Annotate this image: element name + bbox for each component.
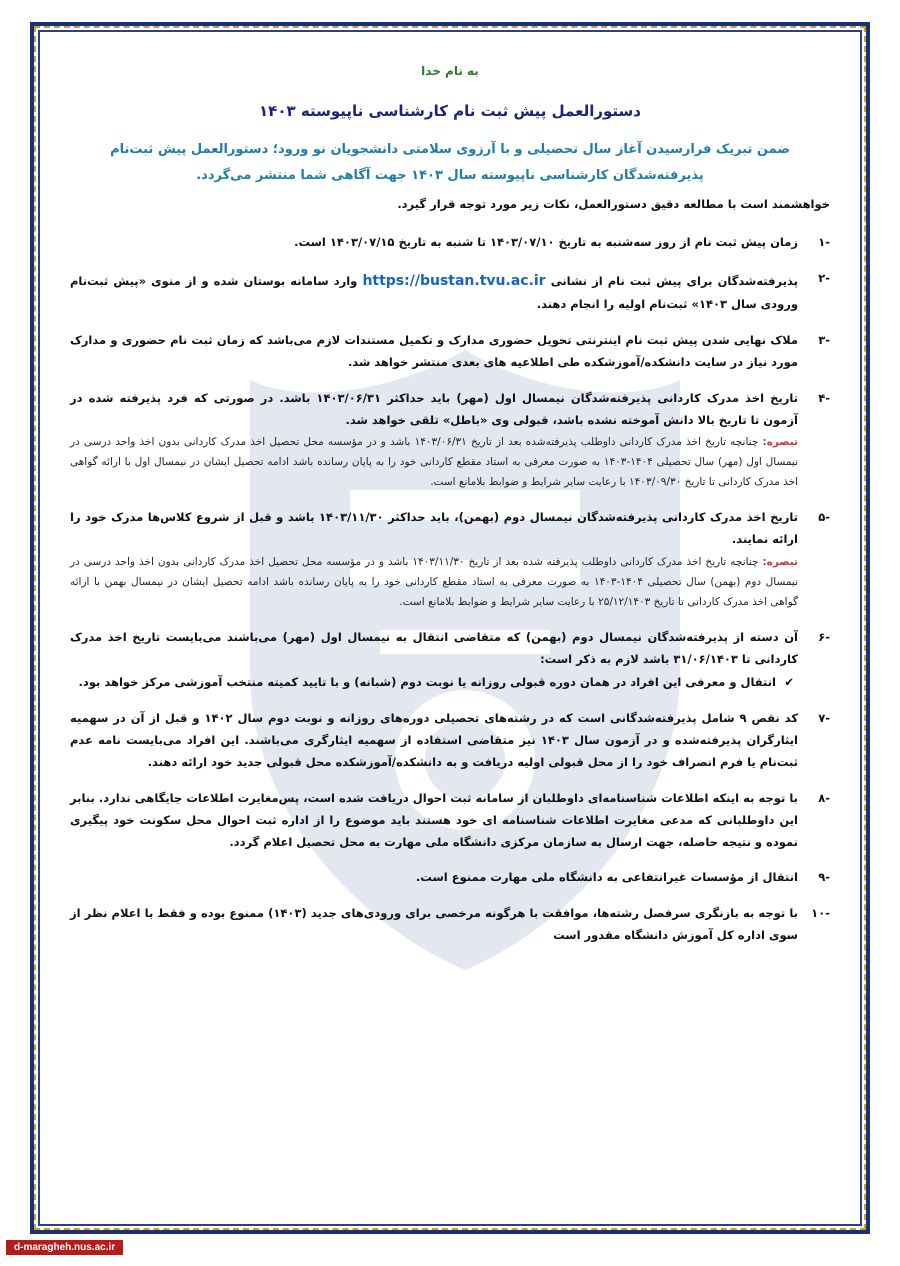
intro-paragraph: ضمن تبریک فرارسیدن آغاز سال تحصیلی و با آرزوی سلامتی دانشجویان نو ورود؛ دستورالعمل پیش ثبت‌نام پذیرفته‌شدگان کارشناسی ناپیوسته سال ۱۴۰۳ جهت آگاهی شما منتشر می‌گردد. — [110, 142, 790, 183]
item-note — [70, 553, 798, 613]
document-content — [70, 60, 830, 961]
list-item — [70, 627, 830, 695]
item-number: -۷ — [818, 711, 830, 726]
note-text: چنانچه تاریخ اخذ مدرک کاردانی داوطلب پذیرفته شده بعد از تاریخ ۱۴۰۳/۱۱/۳۰ باشد و در مؤسسه محل تحصیل اخذ مدرک کاردانی بدون اخذ واحد درسی در نیمسال دوم (بهمن) سال تحصیلی ۱۴۰۴-۱۴۰۳ به صورت معرفی به استاد مقطع کاردانی خود را به پایان رسانده باشد ادامه تحصیل ایشان در نیمسال بهمن با ارائه گواهی اخذ مدرک کاردانی تا تاریخ ۲۵/۱۲/۱۴۰۳ با رعایت سایر شرایط و ضوابط بلامانع است. — [70, 555, 798, 608]
site-url-badge[interactable]: d-maragheh.nus.ac.ir — [6, 1240, 123, 1255]
item-note — [70, 433, 798, 493]
bustan-link[interactable]: https://bustan.tvu.ac.ir — [362, 272, 546, 289]
list-item — [70, 507, 830, 613]
item-body — [70, 507, 798, 613]
checklist-item — [70, 672, 798, 694]
note-text: چنانچه تاریخ اخذ مدرک کاردانی داوطلب پذیرفته‌شده بعد از تاریخ ۱۴۰۳/۰۶/۳۱ باشد و در مؤسسه محل تحصیل اخذ مدرک کاردانی بدون اخذ واحد درسی در نیمسال اول (مهر) سال تحصیلی ۱۴۰۴-۱۴۰۳ به صورت معرفی به استاد مقطع کاردانی خود را به پایان رسانده باشد ادامه تحصیل ایشان در نیمسال اول با ارائه گواهی اخذ مدرک کاردانی تا تاریخ ۱۴۰۳/۰۹/۳۰ با رعایت سایر شرایط و ضوابط بلامانع است. — [70, 436, 798, 489]
item-text-before: پذیرفته‌شدگان برای پیش ثبت نام از نشانی — [550, 273, 798, 288]
list-item — [70, 232, 830, 254]
list-item — [70, 903, 830, 947]
item-number: -۱۰ — [811, 906, 830, 921]
list-item — [70, 268, 830, 316]
page-title: دستورالعمل پیش ثبت نام کارشناسی ناپیوسته ۱۴۰۳ — [259, 101, 641, 120]
request-paragraph: خواهشمند است با مطالعه دقیق دستورالعمل، نکات زیر مورد توجه قرار گیرد. — [397, 196, 830, 211]
item-text-after: وارد سامانه بوستان شده و از منوی «پیش ثبت‌نام ورودی سال ۱۴۰۳» ثبت‌نام اولیه را انجام دهند. — [70, 273, 798, 312]
item-text: با توجه به بازنگری سرفصل رشته‌ها، موافقت با هرگونه مرخصی برای ورودی‌های جدید (۱۴۰۳) ممنوع بوده و فقط با اعلام نظر از سوی اداره کل آموزش دانشگاه مقدور است — [70, 906, 798, 943]
item-text: تاریخ اخذ مدرک کاردانی پذیرفته‌شدگان نیمسال اول (مهر) باید حداکثر ۱۴۰۳/۰۶/۳۱ باشد. در صورتی که فرد پذیرفته شده در آزمون تا تاریخ بالا دانش آموخته نشده باشد، قبولی وی «باطل» تلقی خواهد شد. — [70, 390, 798, 427]
item-text: انتقال از مؤسسات غیرانتفاعی به دانشگاه ملی مهارت ممنوع است. — [415, 870, 798, 885]
item-number: -۱ — [818, 234, 830, 249]
bismillah-heading: به نام خدا — [421, 64, 479, 78]
item-text: با توجه به اینکه اطلاعات شناسنامه‌ای داوطلبان از سامانه ثبت احوال دریافت شده است، پس‌مغایرت اطلاعات جایگاهی ندارد. بنابر این داوطلبانی که مدعی مغایرت اطلاعات شناسنامه ای خود هستند باید موضوع را از اداره ثبت احوال محل سکونت خود پیگیری نموده و نتیجه حاصله، جهت ارسال به سازمان مرکزی دانشگاه ملی مهارت به محل تحصیل اعلام گردد. — [70, 790, 798, 849]
list-item — [70, 788, 830, 854]
item-number: -۶ — [818, 629, 830, 644]
item-body — [70, 627, 798, 695]
item-text: زمان پیش ثبت نام از روز سه‌شنبه به تاریخ ۱۴۰۳/۰۷/۱۰ تا شنبه به تاریخ ۱۴۰۳/۰۷/۱۵ است. — [294, 234, 798, 249]
item-number: -۲ — [818, 270, 830, 285]
item-text: تاریخ اخذ مدرک کاردانی پذیرفته‌شدگان نیمسال دوم (بهمن)، باید حداکثر ۱۴۰۳/۱۱/۳۰ باشد و قبل از شروع کلاس‌ها مدرک خود را ارائه نمایند. — [70, 510, 798, 547]
note-label: تبصره: — [762, 555, 798, 568]
note-label: تبصره: — [762, 436, 799, 449]
checkmark-icon: ✔ — [784, 675, 794, 690]
item-number: -۳ — [818, 333, 830, 348]
item-number: -۸ — [818, 790, 830, 805]
list-item — [70, 388, 830, 494]
item-text: ملاک نهایی شدن پیش ثبت نام اینترنتی تحویل حضوری مدارک و تکمیل مستندات لازم می‌باشد که زمان ثبت نام حضوری و مدارک مورد نیاز در سایت دانشکده/آموزشکده طی اطلاعیه های بعدی منتشر خواهد شد. — [70, 333, 798, 369]
item-number: -۵ — [818, 510, 830, 525]
list-item — [70, 867, 830, 889]
list-item — [70, 330, 830, 374]
item-text — [70, 268, 798, 316]
item-number: -۹ — [818, 870, 830, 885]
checklist-text: انتقال و معرفی این افراد در همان دوره قبولی روزانه یا نوبت دوم (شبانه) و با تایید کمیته منتخب آموزشی مرکز خواهد بود. — [78, 675, 776, 690]
item-number: -۴ — [818, 390, 830, 405]
item-text: کد نقص ۹ شامل پذیرفته‌شدگانی است که در رشته‌های تحصیلی دوره‌های روزانه و نوبت دوم سال ۱۴۰۲ و قبل از آن در سهمیه ایثارگران پذیرفته‌شده و در آزمون سال ۱۴۰۳ نیز متقاضی استفاده از سهمیه ایثارگری می‌باشند. این افراد می‌بایست نامه عدم ثبت‌نام یا فرم انصراف خود را از محل قبولی اولیه دریافت و به دانشکده/آموزشکده محل قبولی جدید خود ارائه دهند. — [70, 711, 799, 770]
item-body — [70, 388, 798, 494]
list-item — [70, 708, 830, 774]
item-text: آن دسته از پذیرفته‌شدگان نیمسال دوم (بهمن) که متقاضی انتقال به نیمسال اول (مهر) می‌باشند می‌بایست تاریخ اخذ مدرک کاردانی تا ۳۱/۰۶/۱۴۰۳ باشد لازم به ذکر است: — [70, 629, 798, 666]
